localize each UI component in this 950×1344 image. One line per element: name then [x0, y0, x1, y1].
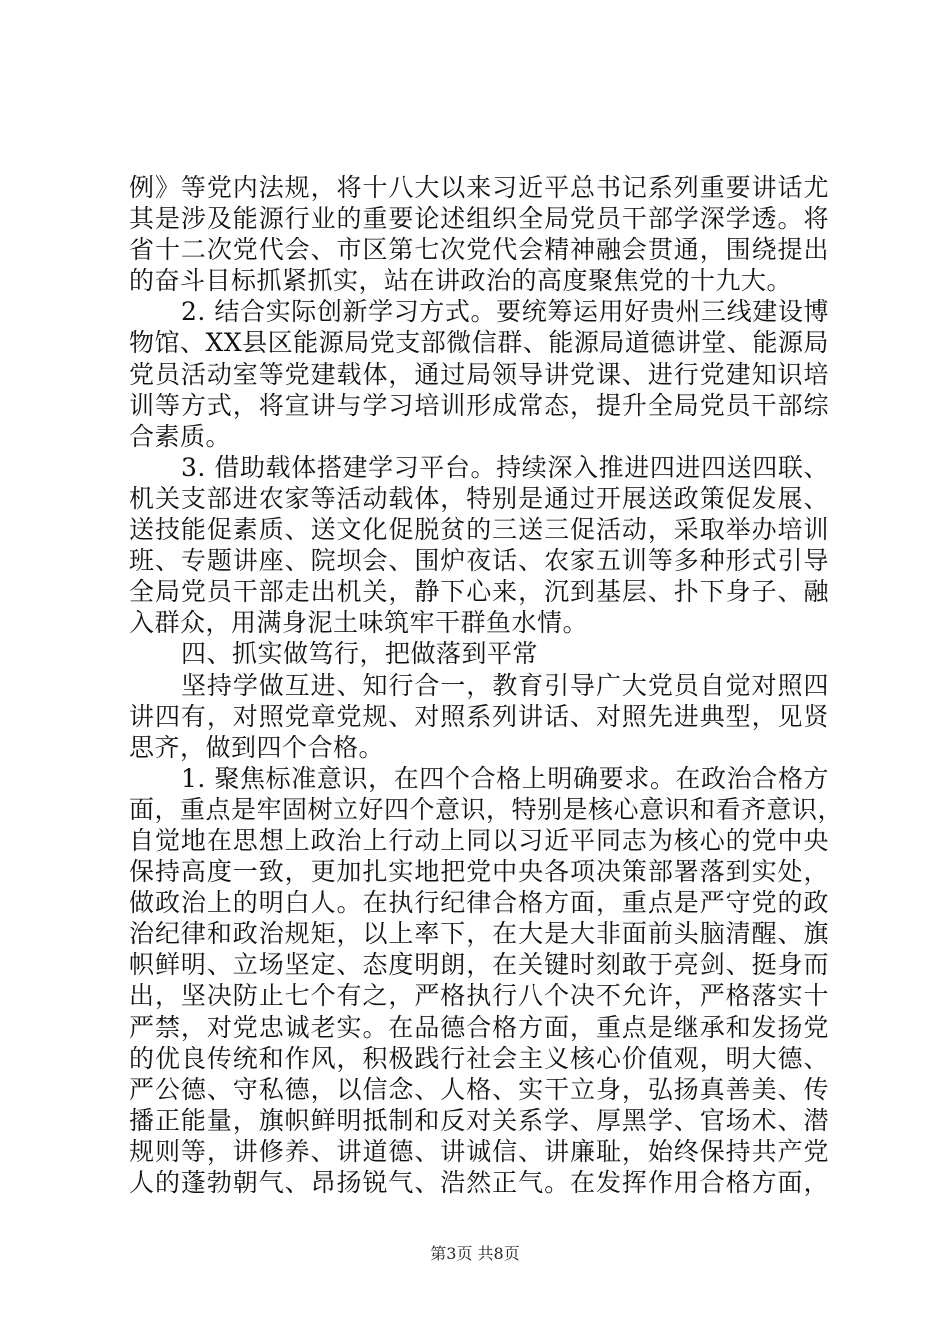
- text-line: 面，重点是牢固树立好四个意识，特别是核心意识和看齐意识，: [129, 794, 844, 824]
- text-line: 合素质。: [129, 421, 232, 451]
- text-line-indent: 2. 结合实际创新学习方式。要统筹运用好贵州三线建设博: [181, 297, 829, 327]
- text-line: 省十二次党代会、市区第七次党代会精神融会贯通，围绕提出: [129, 235, 829, 265]
- text-line: 党员活动室等党建载体，通过局领导讲党课、进行党建知识培: [129, 359, 829, 389]
- text-line: 规则等，讲修养、讲道德、讲诚信、讲廉耻，始终保持共产党: [129, 1136, 829, 1166]
- text-line: 保持高度一致，更加扎实地把党中央各项决策部署落到实处，: [129, 857, 829, 887]
- text-line: 讲四有，对照党章党规、对照系列讲话、对照先进典型，见贤: [129, 701, 829, 731]
- text-line: 思齐，做到四个合格。: [129, 732, 385, 762]
- text-line-indent: 1. 聚焦标准意识，在四个合格上明确要求。在政治合格方: [181, 763, 829, 793]
- text-line: 入群众，用满身泥土味筑牢干群鱼水情。: [129, 608, 589, 638]
- text-line: 训等方式，将宣讲与学习培训形成常态，提升全局党员干部综: [129, 390, 829, 420]
- text-line: 严禁，对党忠诚老实。在品德合格方面，重点是继承和发扬党: [129, 1012, 829, 1042]
- document-body: [129, 172, 844, 1198]
- text-line: 出，坚决防止七个有之，严格执行八个决不允许，严格落实十: [129, 981, 829, 1011]
- text-line: 自觉地在思想上政治上行动上同以习近平同志为核心的党中央: [129, 825, 829, 855]
- section-heading: 四、抓实做笃行，把做落到平常: [181, 639, 539, 669]
- text-line: 严公德、守私德，以信念、人格、实干立身，弘扬真善美、传: [129, 1074, 829, 1104]
- page-footer: [0, 1244, 950, 1264]
- text-line: 全局党员干部走出机关，静下心来，沉到基层、扑下身子、融: [129, 577, 829, 607]
- text-line: 的优良传统和作风，积极践行社会主义核心价值观，明大德、: [129, 1043, 829, 1073]
- text-line: 人的蓬勃朝气、昂扬锐气、浩然正气。在发挥作用合格方面，: [129, 1168, 829, 1197]
- text-line: 做政治上的明白人。在执行纪律合格方面，重点是严守党的政: [129, 888, 829, 918]
- text-line-indent: 3. 借助载体搭建学习平台。持续深入推进四进四送四联、: [181, 452, 829, 482]
- page-number: 第3页 共8页: [430, 1244, 520, 1263]
- text-line: 的奋斗目标抓紧抓实，站在讲政治的高度聚焦党的十九大。: [129, 266, 793, 296]
- text-line: 物馆、XX县区能源局党支部微信群、能源局道德讲堂、能源局: [129, 328, 829, 358]
- text-line: 机关支部进农家等活动载体，特别是通过开展送政策促发展、: [129, 483, 829, 513]
- text-line: 帜鲜明、立场坚定、态度明朗，在关键时刻敢于亮剑、挺身而: [129, 950, 829, 980]
- text-line: 播正能量，旗帜鲜明抵制和反对关系学、厚黑学、官场术、潜: [129, 1105, 829, 1135]
- text-line: 班、专题讲座、院坝会、围炉夜话、农家五训等多种形式引导: [129, 546, 829, 576]
- text-line: 例》等党内法规，将十八大以来习近平总书记系列重要讲话尤: [129, 173, 829, 202]
- text-line-indent: 坚持学做互进、知行合一，教育引导广大党员自觉对照四: [181, 670, 829, 700]
- text-line: 送技能促素质、送文化促脱贫的三送三促活动，采取举办培训: [129, 515, 829, 545]
- text-line: 其是涉及能源行业的重要论述组织全局党员干部学深学透。将: [129, 204, 829, 234]
- text-line: 治纪律和政治规矩，以上率下，在大是大非面前头脑清醒、旗: [129, 919, 829, 949]
